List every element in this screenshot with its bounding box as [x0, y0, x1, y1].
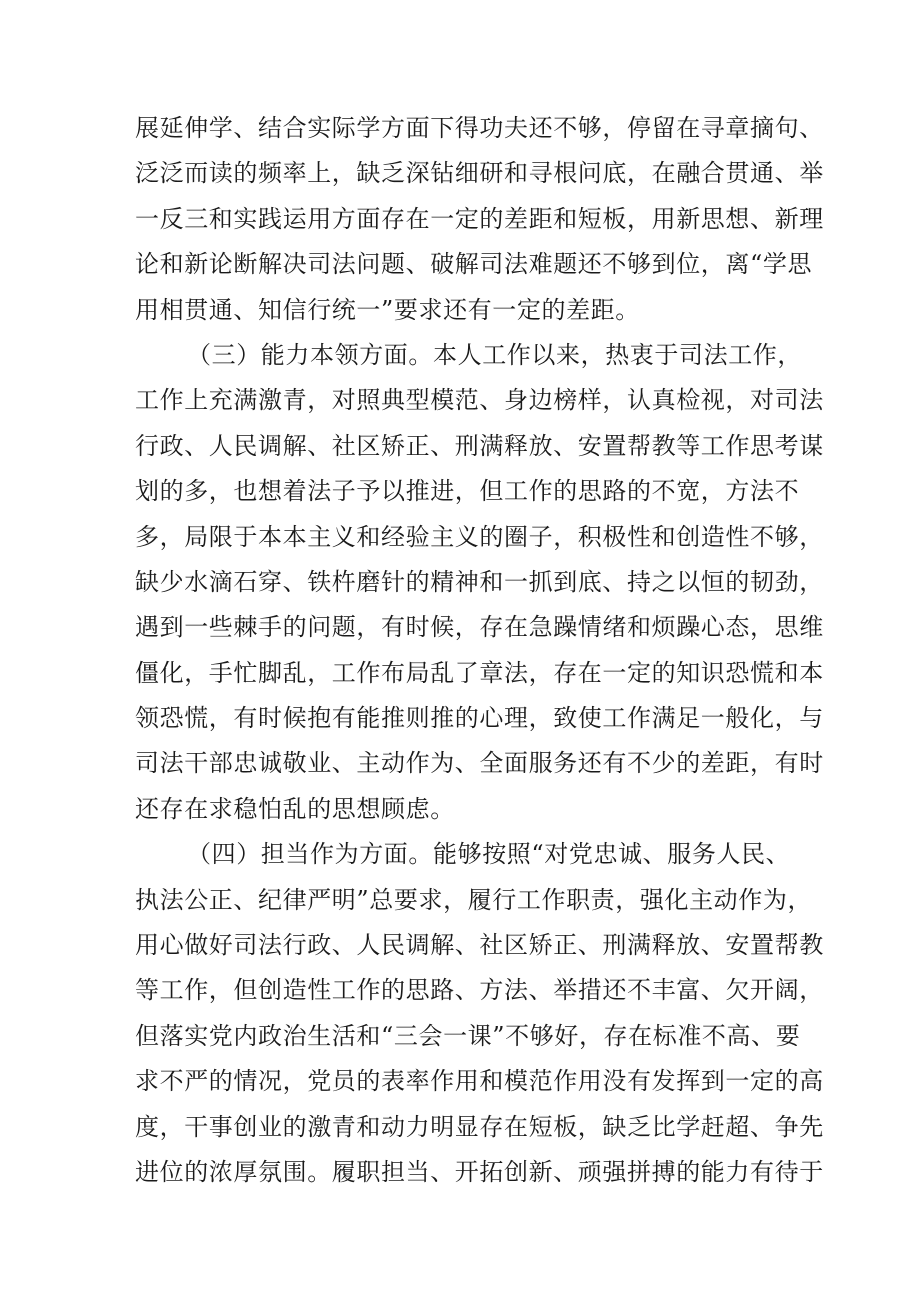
- text-line: 领恐慌，有时候抱有能推则推的心理，致使工作满足一般化，与: [135, 704, 824, 733]
- text-line: 划的多，也想着法子予以推进，但工作的思路的不宽，方法不: [135, 477, 800, 506]
- text-line: 但落实党内政治生活和“三会一课”不够好，存在标准不高、要: [135, 1021, 801, 1050]
- text-line: 泛泛而读的频率上，缺乏深钻细研和寻根问底，在融合贯通、举: [135, 159, 824, 188]
- text-line: 等工作，但创造性工作的思路、方法、举措还不丰富、欠开阔，: [135, 976, 824, 1005]
- text-line: 行政、人民调解、社区矫正、刑满释放、安置帮教等工作思考谋: [135, 431, 824, 460]
- text-line: 用相贯通、知信行统一”要求还有一定的差距。: [135, 295, 640, 324]
- text-line: 遇到一些棘手的问题，有时候，存在急躁情绪和烦躁心态，思维: [135, 613, 824, 642]
- section-heading-line: （三）能力本领方面。本人工作以来，热衷于司法工作，: [187, 340, 802, 369]
- text-line: 执法公正、纪律严明”总要求，履行工作职责，强化主动作为，: [135, 885, 813, 914]
- text-line: 缺少水滴石穿、铁杵磨针的精神和一抓到底、持之以恒的韧劲，: [135, 567, 824, 596]
- text-line: 求不严的情况，党员的表率作用和模范作用没有发挥到一定的高: [135, 1067, 824, 1096]
- text-line: 多，局限于本本主义和经验主义的圈子，积极性和创造性不够，: [135, 522, 824, 551]
- text-line: 论和新论断解决司法问题、破解司法难题还不够到位，离“学思: [135, 250, 813, 279]
- text-line: 进位的浓厚氛围。履职担当、开拓创新、顽强拼搏的能力有待于: [135, 1157, 824, 1186]
- text-line: 司法干部忠诚敬业、主动作为、全面服务还有不少的差距，有时: [135, 749, 824, 778]
- text-line: 工作上充满激青，对照典型模范、身边榜样，认真检视，对司法: [135, 386, 824, 415]
- body-text: [135, 106, 824, 1195]
- text-line: 展延伸学、结合实际学方面下得功夫还不够，停留在寻章摘句、: [135, 114, 824, 142]
- text-line: 一反三和实践运用方面存在一定的差距和短板，用新思想、新理: [135, 204, 824, 233]
- text-line: 度，干事创业的激青和动力明显存在短板，缺乏比学赶超、争先: [135, 1112, 824, 1141]
- text-line: 还存在求稳怕乱的思想顾虑。: [135, 794, 455, 823]
- section-heading-line: （四）担当作为方面。能够按照“对党忠诚、服务人民、: [187, 840, 791, 869]
- text-line: 僵化，手忙脚乱，工作布局乱了章法，存在一定的知识恐慌和本: [135, 658, 824, 687]
- text-line: 用心做好司法行政、人民调解、社区矫正、刑满释放、安置帮教: [135, 931, 824, 960]
